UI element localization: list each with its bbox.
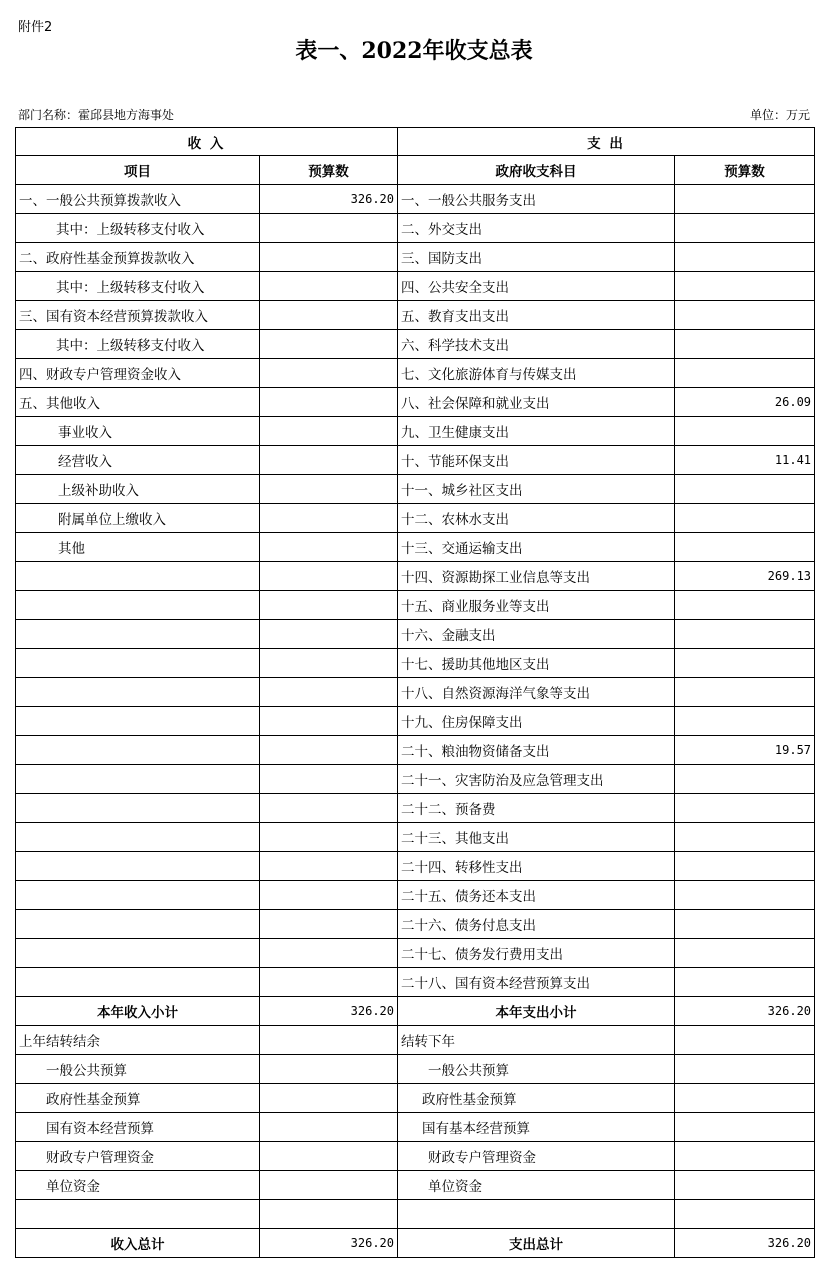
expense-budget-cell: 19.57	[675, 736, 815, 765]
expense-budget-cell	[675, 272, 815, 301]
table-row	[16, 881, 815, 910]
income-item-cell: 事业收入	[16, 417, 260, 446]
expense-subject-cell: 九、卫生健康支出	[398, 417, 675, 446]
income-item-cell: 一、一般公共预算拨款收入	[16, 185, 260, 214]
income-item-cell: 本年收入小计	[16, 997, 260, 1026]
table-row	[16, 533, 815, 562]
expense-subject-cell: 二十一、灾害防治及应急管理支出	[398, 765, 675, 794]
income-item-cell: 二、政府性基金预算拨款收入	[16, 243, 260, 272]
carry-row	[16, 1055, 815, 1084]
table-row	[16, 765, 815, 794]
expense-subject-cell: 十九、住房保障支出	[398, 707, 675, 736]
expense-subject-cell: 十七、援助其他地区支出	[398, 649, 675, 678]
table-row	[16, 417, 815, 446]
total-row	[16, 1229, 815, 1258]
income-item-cell	[16, 852, 260, 881]
expense-subject-cell: 十四、资源勘探工业信息等支出	[398, 562, 675, 591]
table-row	[16, 591, 815, 620]
table-row	[16, 939, 815, 968]
expense-budget-cell	[675, 301, 815, 330]
income-item-cell: 其中：上级转移支付收入	[16, 272, 260, 301]
income-budget-cell: 326.20	[260, 997, 398, 1026]
expense-subject-cell: 二、外交支出	[398, 214, 675, 243]
expense-budget-cell	[675, 649, 815, 678]
expense-budget-cell: 26.09	[675, 388, 815, 417]
expense-section-header: 支 出	[398, 128, 815, 156]
table-row	[16, 968, 815, 997]
income-budget-cell	[260, 910, 398, 939]
expense-subject-cell: 二十四、转移性支出	[398, 852, 675, 881]
table-row	[16, 243, 815, 272]
income-budget-cell	[260, 852, 398, 881]
table-row	[16, 562, 815, 591]
carry-row	[16, 1171, 815, 1200]
table-row	[16, 185, 815, 214]
income-item-cell	[16, 707, 260, 736]
carry-row	[16, 1113, 815, 1142]
expense-subject-cell: 六、科学技术支出	[398, 330, 675, 359]
income-item-cell: 上年结转结余	[16, 1026, 260, 1055]
income-item-cell	[16, 910, 260, 939]
income-budget-cell	[260, 301, 398, 330]
expense-budget-cell	[675, 765, 815, 794]
table-row	[16, 388, 815, 417]
income-budget-cell	[260, 1142, 398, 1171]
income-section-header: 收 入	[16, 128, 398, 156]
income-item-cell: 政府性基金预算	[16, 1084, 260, 1113]
table-row	[16, 620, 815, 649]
income-item-cell: 四、财政专户管理资金收入	[16, 359, 260, 388]
expense-subject-cell: 政府性基金预算	[398, 1084, 675, 1113]
income-item-cell: 五、其他收入	[16, 388, 260, 417]
income-budget-cell	[260, 533, 398, 562]
income-budget-cell	[260, 678, 398, 707]
expense-budget-cell	[675, 243, 815, 272]
income-budget-cell	[260, 243, 398, 272]
income-budget-cell: 326.20	[260, 1229, 398, 1258]
expense-budget-cell	[675, 1200, 815, 1229]
expense-subject-cell: 十八、自然资源海洋气象等支出	[398, 678, 675, 707]
expense-budget-cell	[675, 852, 815, 881]
expense-subject-cell: 十二、农林水支出	[398, 504, 675, 533]
expense-subject-cell: 二十、粮油物资储备支出	[398, 736, 675, 765]
income-item-cell	[16, 591, 260, 620]
carry-row	[16, 1084, 815, 1113]
expense-subject-cell: 十一、城乡社区支出	[398, 475, 675, 504]
income-budget-cell	[260, 939, 398, 968]
income-item-cell: 单位资金	[16, 1171, 260, 1200]
income-item-cell: 财政专户管理资金	[16, 1142, 260, 1171]
table-row	[16, 359, 815, 388]
budget-summary-table	[15, 127, 815, 1258]
expense-subject-cell: 十六、金融支出	[398, 620, 675, 649]
expense-budget-cell	[675, 881, 815, 910]
expense-subject-cell: 支出总计	[398, 1229, 675, 1258]
attachment-label: 附件2	[18, 20, 53, 35]
expense-budget-cell	[675, 794, 815, 823]
expense-budget-cell	[675, 968, 815, 997]
expense-subject-cell: 五、教育支出支出	[398, 301, 675, 330]
income-budget-cell	[260, 1200, 398, 1229]
expense-subject-cell: 二十七、债务发行费用支出	[398, 939, 675, 968]
expense-budget-cell	[675, 533, 815, 562]
expense-budget-column-header: 预算数	[675, 156, 815, 185]
expense-subject-cell: 一、一般公共服务支出	[398, 185, 675, 214]
income-item-cell: 一般公共预算	[16, 1055, 260, 1084]
income-budget-cell	[260, 736, 398, 765]
expense-budget-cell	[675, 620, 815, 649]
carry-row	[16, 1026, 815, 1055]
expense-subject-cell: 七、文化旅游体育与传媒支出	[398, 359, 675, 388]
income-budget-cell	[260, 475, 398, 504]
carry-row	[16, 1200, 815, 1229]
income-item-cell	[16, 968, 260, 997]
expense-subject-cell: 二十八、国有资本经营预算支出	[398, 968, 675, 997]
table-row	[16, 214, 815, 243]
table-row	[16, 707, 815, 736]
expense-budget-cell: 269.13	[675, 562, 815, 591]
subtotal-row	[16, 997, 815, 1026]
expense-budget-cell	[675, 1113, 815, 1142]
expense-budget-cell	[675, 185, 815, 214]
income-item-cell	[16, 881, 260, 910]
income-item-cell: 经营收入	[16, 446, 260, 475]
income-item-cell: 收入总计	[16, 1229, 260, 1258]
expense-budget-cell	[675, 707, 815, 736]
income-item-cell	[16, 794, 260, 823]
table-row	[16, 504, 815, 533]
expense-budget-cell	[675, 591, 815, 620]
expense-subject-cell: 十五、商业服务业等支出	[398, 591, 675, 620]
expense-budget-cell	[675, 939, 815, 968]
expense-budget-cell	[675, 1142, 815, 1171]
table-row	[16, 301, 815, 330]
expense-subject-cell: 三、国防支出	[398, 243, 675, 272]
expense-subject-cell: 国有基本经营预算	[398, 1113, 675, 1142]
section-header-row	[16, 128, 815, 156]
expense-subject-cell: 二十三、其他支出	[398, 823, 675, 852]
expense-budget-cell	[675, 214, 815, 243]
income-budget-cell	[260, 620, 398, 649]
income-budget-cell	[260, 1113, 398, 1142]
subject-column-header: 政府收支科目	[398, 156, 675, 185]
income-budget-cell	[260, 823, 398, 852]
expense-subject-cell	[398, 1200, 675, 1229]
column-header-row	[16, 156, 815, 185]
expense-budget-cell	[675, 1171, 815, 1200]
income-item-cell: 三、国有资本经营预算拨款收入	[16, 301, 260, 330]
income-budget-cell	[260, 765, 398, 794]
income-item-cell	[16, 765, 260, 794]
expense-subject-cell: 八、社会保障和就业支出	[398, 388, 675, 417]
expense-subject-cell: 二十二、预备费	[398, 794, 675, 823]
expense-budget-cell	[675, 359, 815, 388]
expense-budget-cell	[675, 504, 815, 533]
income-item-cell: 其中：上级转移支付收入	[16, 330, 260, 359]
income-item-cell: 国有资本经营预算	[16, 1113, 260, 1142]
expense-subject-cell: 二十五、债务还本支出	[398, 881, 675, 910]
income-budget-cell	[260, 417, 398, 446]
income-budget-cell	[260, 388, 398, 417]
expense-subject-cell: 一般公共预算	[398, 1055, 675, 1084]
department-label: 部门名称：霍邱县地方海事处	[18, 108, 175, 122]
income-item-cell: 其他	[16, 533, 260, 562]
expense-subject-cell: 二十六、债务付息支出	[398, 910, 675, 939]
income-item-cell	[16, 939, 260, 968]
income-budget-cell	[260, 1171, 398, 1200]
table-row	[16, 678, 815, 707]
expense-subject-cell: 财政专户管理资金	[398, 1142, 675, 1171]
income-budget-column-header: 预算数	[260, 156, 398, 185]
item-column-header: 项目	[16, 156, 260, 185]
table-row	[16, 852, 815, 881]
income-item-cell	[16, 823, 260, 852]
income-item-cell	[16, 736, 260, 765]
expense-budget-cell	[675, 678, 815, 707]
expense-subject-cell: 本年支出小计	[398, 997, 675, 1026]
income-budget-cell	[260, 794, 398, 823]
table-row	[16, 736, 815, 765]
income-budget-cell	[260, 359, 398, 388]
table-row	[16, 272, 815, 301]
unit-label: 单位：万元	[749, 108, 810, 122]
income-budget-cell	[260, 881, 398, 910]
income-budget-cell	[260, 649, 398, 678]
expense-subject-cell: 结转下年	[398, 1026, 675, 1055]
expense-budget-cell: 326.20	[675, 997, 815, 1026]
income-item-cell: 上级补助收入	[16, 475, 260, 504]
expense-budget-cell	[675, 1084, 815, 1113]
expense-subject-cell: 四、公共安全支出	[398, 272, 675, 301]
income-budget-cell	[260, 562, 398, 591]
income-budget-cell	[260, 591, 398, 620]
table-row	[16, 330, 815, 359]
income-item-cell	[16, 678, 260, 707]
income-item-cell	[16, 649, 260, 678]
expense-budget-cell	[675, 910, 815, 939]
income-budget-cell	[260, 272, 398, 301]
income-budget-cell	[260, 330, 398, 359]
income-budget-cell	[260, 968, 398, 997]
income-budget-cell	[260, 1055, 398, 1084]
income-item-cell: 附属单位上缴收入	[16, 504, 260, 533]
table-row	[16, 910, 815, 939]
expense-budget-cell	[675, 1055, 815, 1084]
income-budget-cell	[260, 707, 398, 736]
income-budget-cell	[260, 1084, 398, 1113]
table-row	[16, 649, 815, 678]
expense-subject-cell: 十、节能环保支出	[398, 446, 675, 475]
expense-budget-cell	[675, 1026, 815, 1055]
table-row	[16, 475, 815, 504]
expense-budget-cell	[675, 330, 815, 359]
income-budget-cell	[260, 504, 398, 533]
expense-budget-cell	[675, 417, 815, 446]
table-row	[16, 446, 815, 475]
income-item-cell	[16, 1200, 260, 1229]
expense-budget-cell: 326.20	[675, 1229, 815, 1258]
income-budget-cell	[260, 446, 398, 475]
expense-subject-cell: 十三、交通运输支出	[398, 533, 675, 562]
income-item-cell	[16, 620, 260, 649]
page-title: 表一、2022年收支总表	[295, 38, 533, 64]
expense-subject-cell: 单位资金	[398, 1171, 675, 1200]
expense-budget-cell	[675, 823, 815, 852]
income-item-cell: 其中：上级转移支付收入	[16, 214, 260, 243]
expense-budget-cell: 11.41	[675, 446, 815, 475]
carry-row	[16, 1142, 815, 1171]
income-item-cell	[16, 562, 260, 591]
table-row	[16, 794, 815, 823]
income-budget-cell: 326.20	[260, 185, 398, 214]
income-budget-cell	[260, 214, 398, 243]
income-budget-cell	[260, 1026, 398, 1055]
table-row	[16, 823, 815, 852]
expense-budget-cell	[675, 475, 815, 504]
